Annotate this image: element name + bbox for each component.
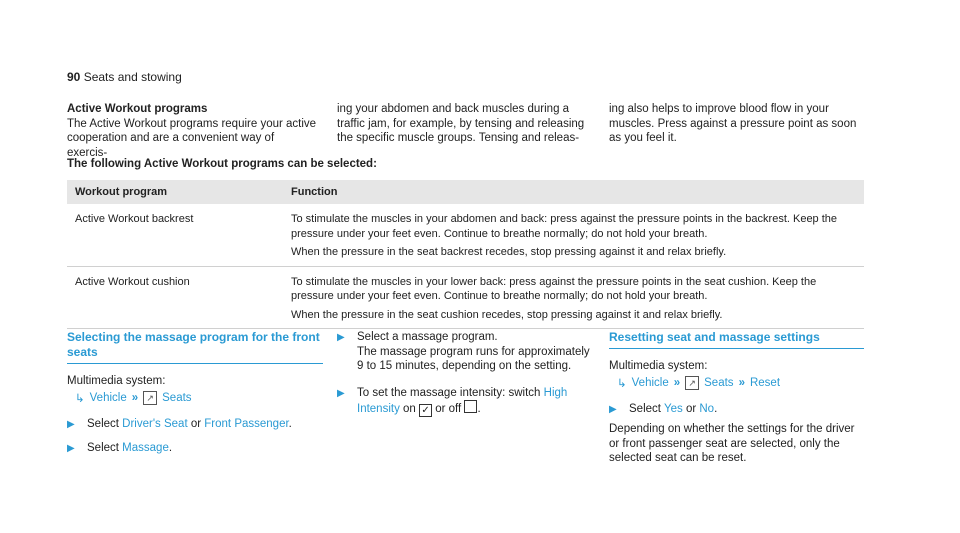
reset-note: Depending on whether the settings for the driver or front passenger seat are selected, only the selected seat can be reset. [609, 423, 855, 464]
option-yes[interactable]: Yes [663, 402, 683, 415]
triangle-right-icon: ▶ [337, 387, 345, 399]
step-text: Select [87, 442, 119, 454]
intro-col-2 [337, 102, 587, 146]
massage-title: Selecting the massage program for the front seats [67, 330, 323, 364]
step-text: or [190, 417, 202, 430]
triangle-right-icon: ▶ [67, 418, 75, 430]
path-seats[interactable]: Seats [162, 391, 192, 404]
return-arrow-icon: ↳ [617, 377, 627, 390]
double-chevron-icon: » [673, 376, 681, 389]
step-text: To set the massage intensity: switch [357, 386, 541, 399]
table-header-row [67, 180, 864, 204]
function-text: To stimulate the muscles in your abdomen and back: press against the pressure points in the backrest. Keep the pressure under your feet even. Continue to breathe normally; do not hold your breath. [291, 213, 838, 240]
massage-steps-continued [337, 330, 593, 417]
triangle-right-icon: ▶ [609, 403, 617, 415]
step-text: Select a massage program. [357, 331, 498, 343]
step-item [337, 330, 593, 374]
function-text: When the pressure in the seat cushion recedes, stop pressing against it and relax briefly. [291, 308, 723, 321]
path-seats[interactable]: Seats [704, 376, 734, 389]
double-chevron-icon: » [131, 391, 139, 404]
selectable-heading: The following Active Workout programs can be selected: [67, 158, 377, 170]
page-header [67, 70, 182, 84]
step-item: ▶ Select Yes or No. [609, 402, 718, 415]
intro-col-3 [609, 102, 864, 146]
program-cell: Active Workout cushion [67, 266, 283, 329]
page-number: 90 [67, 70, 81, 84]
step-item: ▶ To set the massage intensity: switch High Intensity on ✓ or off . [337, 386, 568, 416]
step-text: on [403, 403, 416, 415]
intro-text-1: The Active Workout programs require your active cooperation and are a convenient way of exercis- [67, 117, 317, 159]
function-cell [283, 266, 864, 329]
path-reset[interactable]: Reset [749, 376, 781, 389]
intro-col-1 [67, 102, 317, 160]
function-cell [283, 204, 864, 266]
reset-title: Resetting seat and massage settings [609, 330, 864, 349]
path-vehicle[interactable]: Vehicle [89, 391, 127, 404]
multimedia-label: Multimedia system: [609, 360, 708, 372]
option-no[interactable]: No [699, 402, 715, 415]
step-text: or off [435, 403, 462, 415]
triangle-right-icon: ▶ [337, 332, 345, 343]
option-massage[interactable]: Massage [122, 442, 169, 454]
option-front-passenger[interactable]: Front Passenger [204, 417, 289, 430]
workout-table [67, 180, 864, 329]
reset-section [609, 330, 864, 466]
step-text: Select [629, 402, 661, 415]
step-text: or [685, 402, 697, 415]
return-arrow-icon: ↳ [75, 392, 85, 405]
intro-title: Active Workout programs [67, 103, 208, 115]
checkbox-checked-icon: ✓ [419, 404, 432, 417]
seat-icon: ↗ [143, 391, 157, 405]
program-cell: Active Workout backrest [67, 204, 283, 266]
step-text: Select [87, 417, 119, 430]
intro-text-3: ing also helps to improve blood flow in your muscles. Press against a pressure point as soon as you feel it. [609, 103, 857, 144]
table-row [67, 204, 864, 266]
option-high-intensity[interactable]: High Intensity [357, 386, 568, 415]
function-text: When the pressure in the seat backrest recedes, stop pressing against it and relax briefly. [291, 246, 727, 258]
table-header: Function [283, 180, 864, 204]
table-header: Workout program [67, 180, 283, 204]
step-item: ▶ Select Driver's Seat or Front Passenger. [67, 417, 292, 430]
massage-menu-path [75, 391, 323, 405]
massage-section [67, 330, 323, 456]
step-note: The massage program runs for approximately 9 to 15 minutes, depending on the setting. [357, 345, 590, 372]
intro-text-2: ing your abdomen and back muscles during a traffic jam, for example, by tensing and releasing the specific muscle groups. Tensing and releas- [337, 103, 585, 144]
double-chevron-icon: » [738, 376, 745, 389]
function-text: To stimulate the muscles in your lower back: press against the pressure points in the seat cushion. Keep the pressure under your feet even. Continue to breathe normally; do not hold your breath. [291, 275, 817, 302]
multimedia-label: Multimedia system: [67, 375, 166, 387]
option-drivers-seat[interactable]: Driver's Seat [122, 417, 188, 430]
table-row [67, 266, 864, 329]
checkbox-empty-icon [464, 400, 477, 413]
reset-menu-path [617, 376, 864, 390]
section-title: Seats and stowing [83, 70, 182, 84]
path-vehicle[interactable]: Vehicle [631, 376, 669, 389]
seat-icon: ↗ [685, 376, 699, 390]
step-item: ▶ Select Massage. [67, 442, 173, 454]
triangle-right-icon: ▶ [67, 443, 75, 454]
